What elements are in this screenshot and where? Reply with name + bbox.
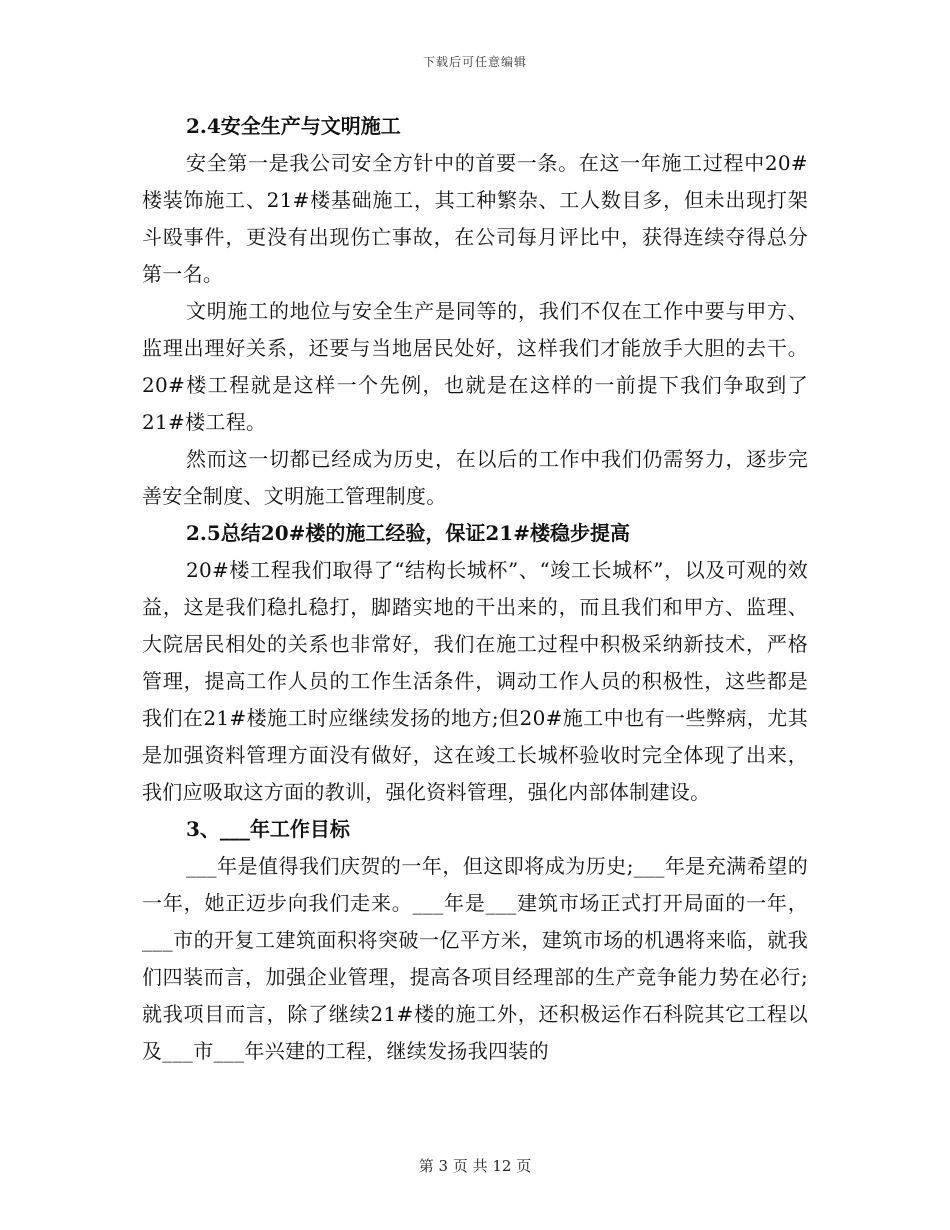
paragraph-experience-summary: 20#楼工程我们取得了“结构长城杯”、“竣工长城杯”，以及可观的效益，这是我们稳扎稳打，脚踏实地的干出来的，而且我们和甲方、监理、大院居民相处的关系也非常好，我们在施工过程中积极采纳新技术，严格管理，提高工作人员的工作生活条件，调动工作人员的积极性，这些都是我们在21#楼施工时应继续发扬的地方;但20#施工中也有一些弊病，尤其是加强资料管理方面没有做好，这在竣工长城杯验收时完全体现了出来，我们应吸取这方面的教训，强化资料管理，强化内部体制建设。 (142, 558, 808, 804)
page-header-note: 下载后可任意编辑 (422, 55, 527, 69)
section-heading-2-5: 2.5总结20#楼的施工经验，保证21#楼稳步提高 (186, 521, 630, 545)
section-heading-2-4: 2.4安全生产与文明施工 (186, 114, 401, 138)
document-body (142, 108, 808, 1070)
paragraph-civilized-construction: 文明施工的地位与安全生产是同等的，我们不仅在工作中要与甲方、监理出理好关系，还要与当地居民处好，这样我们才能放手大胆的去干。20#楼工程就是这样一个先例，也就是在这样的一前提下我们争取到了21#楼工程。 (142, 299, 808, 434)
section-heading-3: 3、___年工作目标 (186, 817, 350, 841)
paragraph-history: 然而这一切都已经成为历史，在以后的工作中我们仍需努力，逐步完善安全制度、文明施工管理制度。 (142, 447, 808, 508)
paragraph-safety: 安全第一是我公司安全方针中的首要一条。在这一年施工过程中20#楼装饰施工、21#楼基础施工，其工种繁杂、工人数目多，但未出现打架斗殴事件，更没有出现伤亡事故，在公司每月评比中，获得连续夺得总分第一名。 (142, 151, 808, 286)
page-number-footer: 第 3 页 共 12 页 (418, 1157, 532, 1175)
paragraph-work-goals: ___年是值得我们庆贺的一年，但这即将成为历史;___年是充满希望的一年，她正迈步向我们走来。___年是___建筑市场正式打开局面的一年，___市的开复工建筑面积将突破一亿平方米，建筑市场的机遇将来临，就我们四装而言，加强企业管理，提高各项目经理部的生产竞争能力势在必行;就我项目而言，除了继续21#楼的施工外，还积极运作石科院其它工程以及___市___年兴建的工程，继续发扬我四装的 (142, 854, 808, 1063)
